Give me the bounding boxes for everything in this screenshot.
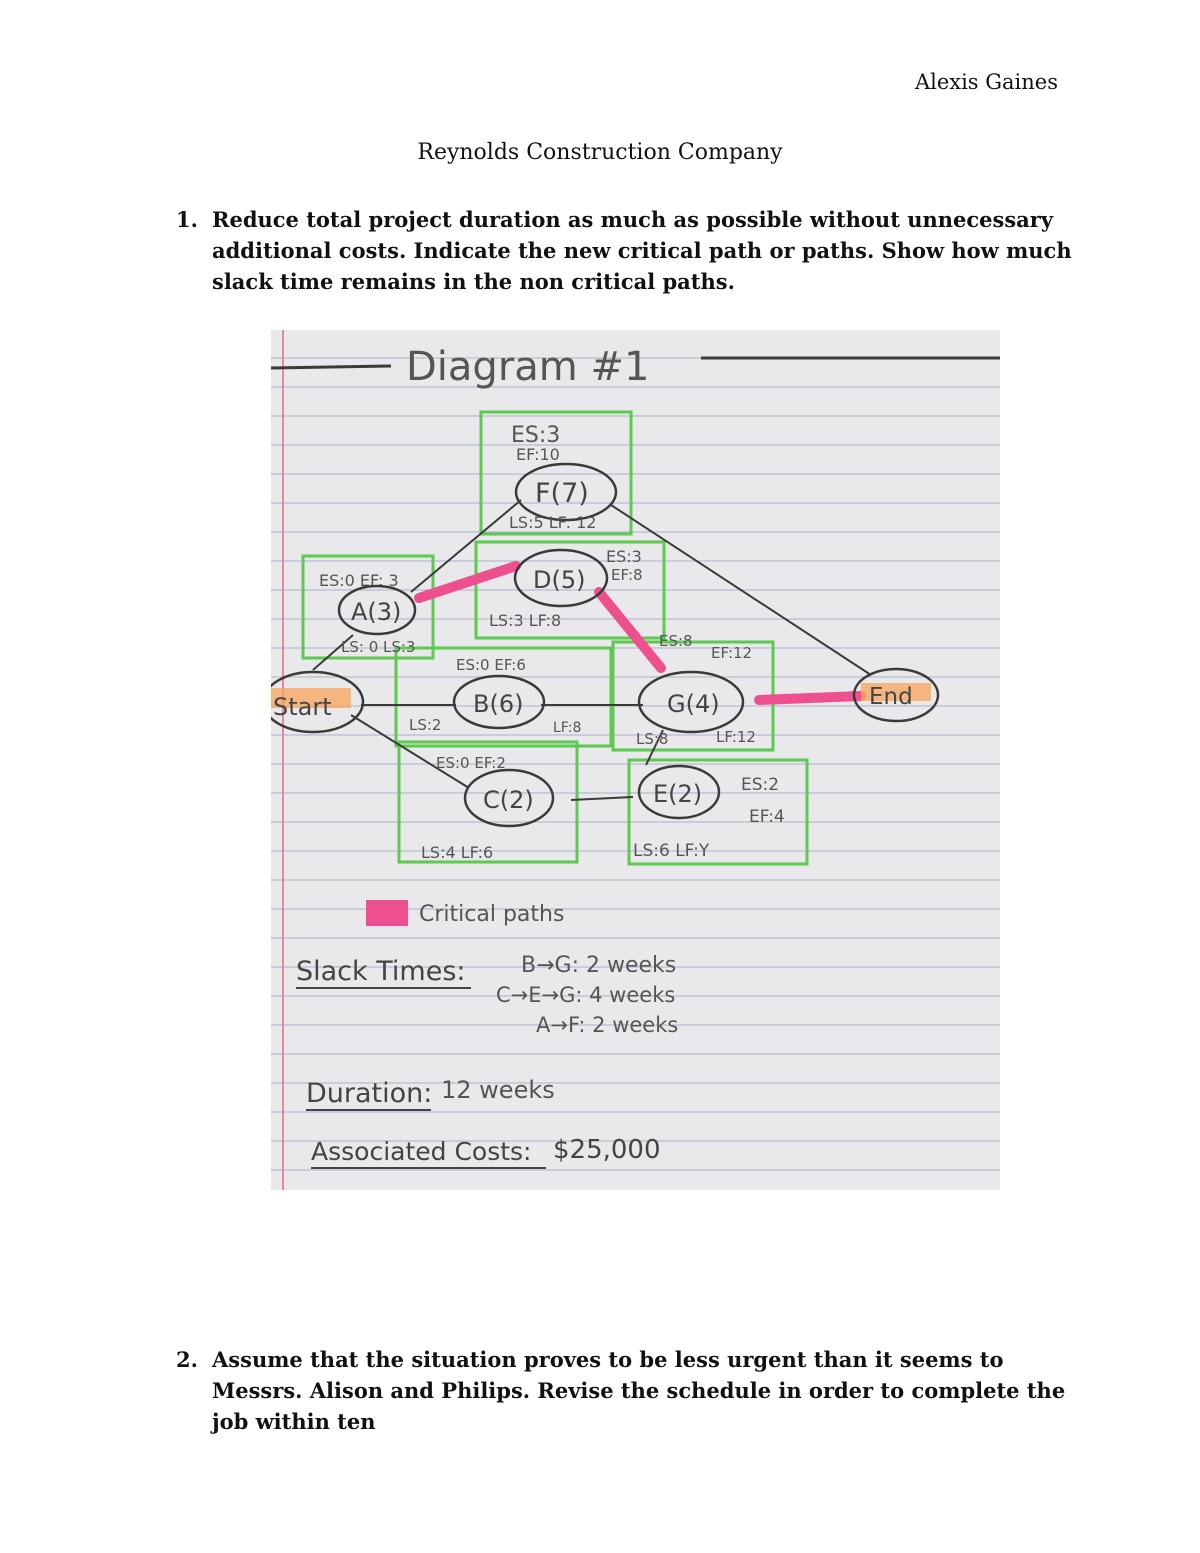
slack-item-2: C→E→G: 4 weeks xyxy=(496,983,676,1007)
node-e-ls-lf: LS:6 LF:Y xyxy=(633,841,710,861)
critical-g-end xyxy=(759,696,861,700)
node-b-es-ef: ES:0 EF:6 xyxy=(456,656,526,674)
node-b-ls: LS:2 xyxy=(409,716,442,734)
node-d-ls-lf: LS:3 LF:8 xyxy=(489,611,562,630)
node-b-label: B(6) xyxy=(473,690,524,718)
slack-item-3: A→F: 2 weeks xyxy=(536,1013,679,1037)
node-g-label: G(4) xyxy=(667,690,720,718)
slack-item-1: B→G: 2 weeks xyxy=(521,953,677,978)
node-b-lf: LF:8 xyxy=(553,720,582,736)
node-a-label: A(3) xyxy=(351,598,402,626)
node-f-label: F(7) xyxy=(535,478,589,509)
node-e-ef: EF:4 xyxy=(749,807,785,827)
node-g-lf: LF:12 xyxy=(716,728,756,746)
duration-value: 12 weeks xyxy=(441,1076,555,1104)
question-1 xyxy=(176,204,1076,300)
diagram-heading: Diagram #1 xyxy=(406,344,650,390)
node-g-ef: EF:12 xyxy=(711,644,753,662)
start-label: Start xyxy=(273,693,332,721)
question-1-number: 1. xyxy=(176,207,198,232)
node-e-label: E(2) xyxy=(653,780,703,808)
legend-label: Critical paths xyxy=(419,902,565,927)
node-e-es: ES:2 xyxy=(741,775,780,795)
node-f-ls-lf: LS:5 LF: 12 xyxy=(509,513,597,532)
node-d-label: D(5) xyxy=(533,566,586,594)
document-title: Reynolds Construction Company xyxy=(417,140,783,165)
network-diagram-photo xyxy=(271,330,1000,1190)
end-label: End xyxy=(869,684,913,710)
node-g-ls: LS:8 xyxy=(636,730,669,748)
heading-rule-left xyxy=(271,366,391,368)
question-2-number: 2. xyxy=(176,1347,198,1372)
question-2 xyxy=(176,1344,1076,1434)
legend-swatch xyxy=(366,900,408,926)
duration-label: Duration: xyxy=(306,1078,433,1109)
author-name: Alexis Gaines xyxy=(914,70,1058,94)
question-1-text: Reduce total project duration as much as possible without unnecessary additional costs. Indicate the new critical path or paths. Show how much slack time remains in the non critical paths. xyxy=(212,207,1072,294)
node-d-ef: EF:8 xyxy=(611,566,643,584)
node-c-label: C(2) xyxy=(483,786,534,814)
node-f-ef: EF:10 xyxy=(516,445,560,464)
node-d-es: ES:3 xyxy=(606,547,642,566)
node-a-es-ef: ES:0 EF: 3 xyxy=(319,571,399,590)
node-g-es: ES:8 xyxy=(659,632,693,650)
node-f-es: ES:3 xyxy=(511,423,561,448)
node-c-es-ef: ES:0 EF:2 xyxy=(436,754,506,772)
question-2-text: Assume that the situation proves to be less urgent than it seems to Messrs. Alison and Philips. Revise the schedule in order to complete the job within ten xyxy=(212,1347,1066,1434)
node-a-ls: LS: 0 LS:3 xyxy=(341,638,416,656)
node-c-ls-lf: LS:4 LF:6 xyxy=(421,843,494,862)
costs-label: Associated Costs: xyxy=(311,1137,532,1166)
costs-value: $25,000 xyxy=(553,1135,661,1165)
slack-times-label: Slack Times: xyxy=(296,956,466,987)
